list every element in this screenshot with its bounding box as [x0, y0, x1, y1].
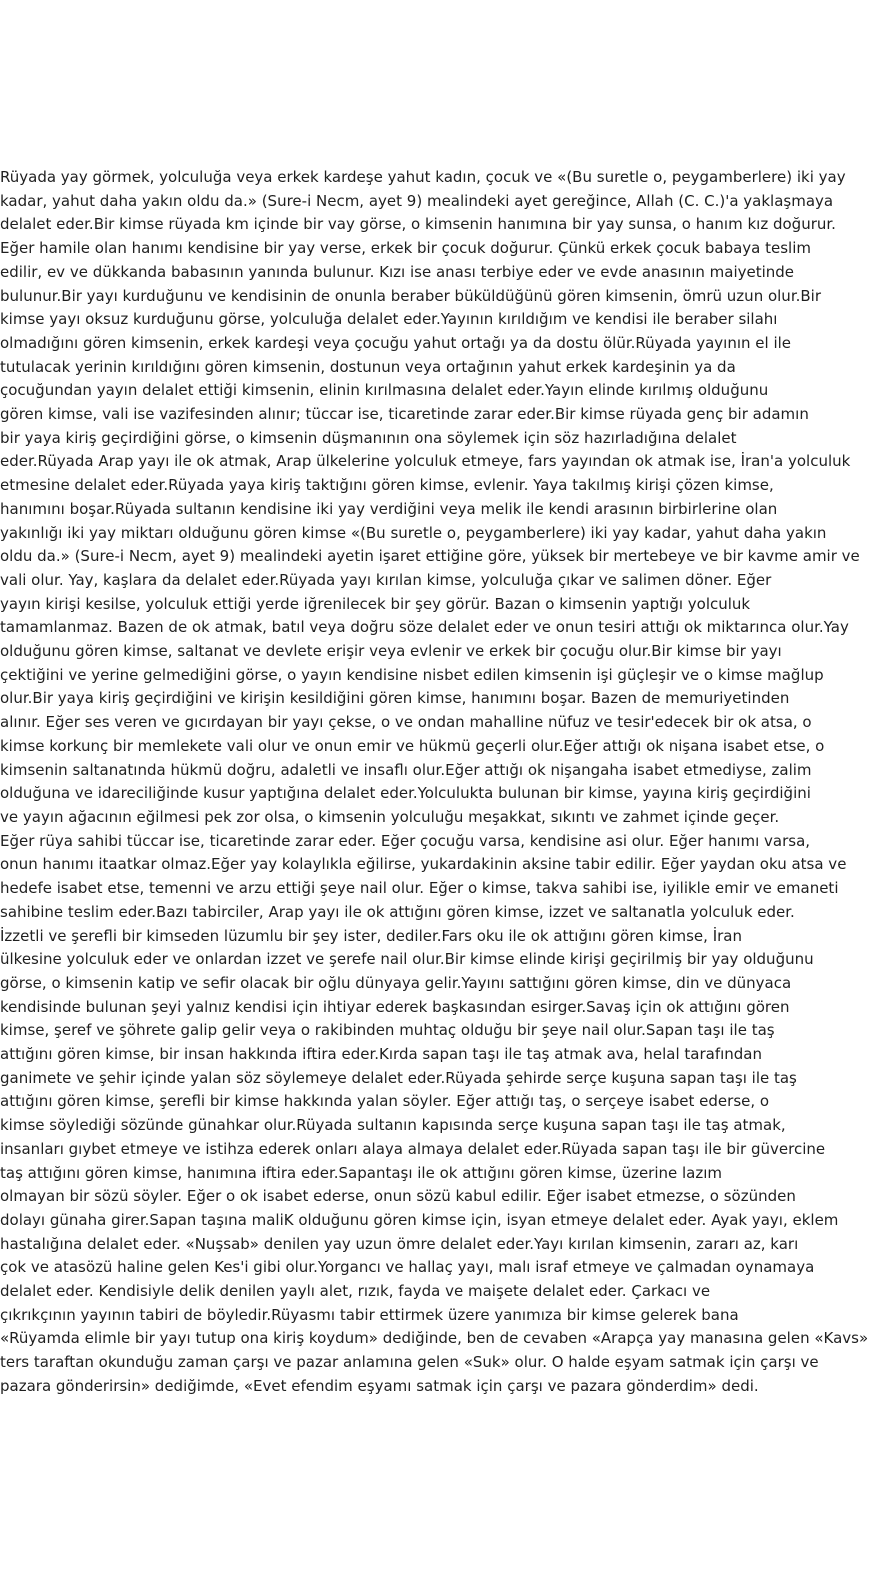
article-line: olmadığını gören kimsenin, erkek kardeşi veya çocuğu yahut ortağı ya da dostu ölür.Rüyada yayının el ile [0, 333, 792, 352]
article-line: görse, o kimsenin katip ve sefir olacak bir oğlu dünyaya gelir.Yayını sattığını gören kimse, din ve dünyaca [0, 973, 792, 992]
article-line: bulunur.Bir yayı kurduğunu ve kendisinin de onunla beraber büküldüğünü gören kimsenin, ömrü uzun olur.Bir [0, 286, 822, 305]
article-line: olur.Bir yaya kiriş geçirdiğini ve kirişin kesildiğini gören kimse, hanımını boşar. Bazen de memuriyetinden [0, 689, 790, 708]
article-body [0, 166, 880, 1399]
article-line: yakınlığı iki yay miktarı olduğunu gören kimse «(Bu suretle o, peygamberlere) iki yay kadar, yahut daha yakın [0, 523, 827, 542]
article-line: oldu da.» (Sure-i Necm, ayet 9) mealindeki ayetin işaret ettiğine göre, yüksek bir mertebeye ve bir kavme amir ve [0, 547, 860, 566]
article-line: ters taraftan okunduğu zaman çarşı ve pazar anlamına gelen «Suk» olur. O halde eşyam satmak için çarşı ve [0, 1353, 819, 1372]
article-line: olduğuna ve idareciliğinde kusur yaptığına delalet eder.Yolculukta bulunan bir kimse, yayına kiriş geçirdiğini [0, 784, 811, 803]
article-line: delalet eder.Bir kimse rüyada km içinde bir vay görse, o kimsenin hanımına bir yay sunsa, o hanım kız doğurur. [0, 215, 836, 234]
article-line: onun hanımı itaatkar olmaz.Eğer yay kolaylıkla eğilirse, yukardakinin aksine tabir edilir. Eğer yaydan oku atsa ve [0, 855, 847, 874]
article-line: tutulacak yerinin kırıldığını gören kimsenin, dostunun veya ortağının yahut erkek kardeşinin ya da [0, 357, 736, 376]
article-line: delalet eder. Kendisiyle delik denilen yaylı alet, rızık, fayda ve maişete delalet eder. Çarkacı ve [0, 1282, 711, 1301]
article-line: attığını gören kimse, bir insan hakkında iftira eder.Kırda sapan taşı ile taş atmak ava, helal tarafından [0, 1045, 763, 1064]
article-line: olmayan bir sözü söyler. Eğer o ok isabet ederse, onun sözü kabul edilir. Eğer isabet etmezse, o sözünden [0, 1187, 796, 1206]
article-line: Eğer hamile olan hanımı kendisine bir yay verse, erkek bir çocuk doğurur. Çünkü erkek çocuk babaya teslim [0, 239, 811, 258]
article-line: gören kimse, vali ise vazifesinden alınır; tüccar ise, ticaretinde zarar eder.Bir kimse rüyada genç bir adamın [0, 405, 809, 424]
article-line: ülkesine yolculuk eder ve onlardan izzet ve şerefe nail olur.Bir kimse elinde kirişi geçirilmiş bir yay olduğunu [0, 950, 814, 969]
article-line: kadar, yahut daha yakın oldu da.» (Sure-i Necm, ayet 9) mealindeki ayet gereğince, Allah (C. C.)'a yaklaşmaya [0, 191, 834, 210]
article-line: çektiğini ve yerine gelmediğini görse, o yayın kendisine nisbet edilen kimsenin işi güçleşir ve o kimse mağlup [0, 665, 824, 684]
article-line: sahibine teslim eder.Bazı tabirciler, Arap yayı ile ok attığını gören kimse, izzet ve saltanatla yolculuk eder. [0, 902, 795, 921]
article-line: İzzetli ve şerefli bir kimseden lüzumlu bir şey ister, dediler.Fars oku ile ok attığını gören kimse, İran [0, 926, 742, 945]
article-line: olduğunu gören kimse, saltanat ve devlete erişir veya evlenir ve erkek bir çocuğu olur.Bir kimse bir yayı [0, 642, 782, 661]
article-line: Eğer rüya sahibi tüccar ise, ticaretinde zarar eder. Eğer çocuğu varsa, kendisine asi olur. Eğer hanımı varsa, [0, 831, 811, 850]
article-line: kimse korkunç bir memlekete vali olur ve onun emir ve hükmü geçerli olur.Eğer attığı ok nişana isabet etse, o [0, 736, 825, 755]
article-line: taş attığını gören kimse, hanımına iftira eder.Sapantaşı ile ok attığını gören kimse, üzerine lazım [0, 1163, 723, 1182]
article-line: hastalığına delalet eder. «Nuşsab» denilen yay uzun ömre delalet eder.Yayı kırılan kimsenin, zararı az, karı [0, 1234, 799, 1253]
article-line: «Rüyamda elimle bir yayı tutup ona kiriş koydum» dediğinde, ben de cevaben «Arapça yay manasına gelen «Kavs» [0, 1329, 869, 1348]
article-line: attığını gören kimse, şerefli bir kimse hakkında yalan söyler. Eğer attığı taş, o serçeye isabet ederse, o [0, 1092, 770, 1111]
article-line: edilir, ev ve dükkanda babasının yanında bulunur. Kızı ise anası terbiye eder ve evde anasının maiyetinde [0, 262, 795, 281]
article-line: kimse yayı oksuz kurduğunu görse, yolculuğa delalet eder.Yayının kırıldığım ve kendisi ile beraber silahı [0, 310, 778, 329]
article-line: hanımını boşar.Rüyada sultanın kendisine iki yay verdiğini veya melik ile kendi arasının birbirlerine olan [0, 499, 778, 518]
article-line: kendisinde bulunan şeyi yalnız kendisi için ihtiyar ederek başkasından esirger.Savaş için ok attığını gören [0, 997, 790, 1016]
article-line: ve yayın ağacının eğilmesi pek zor olsa, o kimsenin yolculuğu meşakkat, sıkıntı ve zahmet içinde geçer. [0, 807, 780, 826]
article-line: pazara gönderirsin» dediğimde, «Evet efendim eşyamı satmak için çarşı ve pazara gönderdim» dedi. [0, 1376, 759, 1395]
article-line: Rüyada yay görmek, yolculuğa veya erkek kardeşe yahut kadın, çocuk ve «(Bu suretle o, peygamberlere) iki yay [0, 168, 846, 186]
article-line: alınır. Eğer ses veren ve gıcırdayan bir yayı çekse, o ve ondan mahalline nüfuz ve tesir'edecek bir ok atsa, o [0, 713, 812, 732]
article-line: yayın kirişi kesilse, yolculuk ettiği yerde iğrenilecek bir şey görür. Bazan o kimsenin yaptığı yolculuk [0, 594, 751, 613]
article-line: dolayı günaha girer.Sapan taşına maliK olduğunu gören kimse için, isyan etmeye delalet eder. Ayak yayı, eklem [0, 1210, 839, 1229]
article-line: bir yaya kiriş geçirdiğini görse, o kimsenin düşmanının ona söylemek için söz hazırladığına delalet [0, 428, 737, 447]
article-line: etmesine delalet eder.Rüyada yaya kiriş taktığını gören kimse, evlenir. Yaya takılmış kirişi çözen kimse, [0, 476, 774, 495]
article-line: eder.Rüyada Arap yayı ile ok atmak, Arap ülkelerine yolculuk etmeye, fars yayından ok atmak ise, İran'a yolculuk [0, 452, 851, 471]
article-line: hedefe isabet etse, temenni ve arzu ettiği şeye nail olur. Eğer o kimse, takva sahibi ise, iyilikle emir ve emaneti [0, 879, 839, 898]
article-line: ganimete ve şehir içinde yalan söz söylemeye delalet eder.Rüyada şehirde serçe kuşuna sapan taşı ile taş [0, 1068, 797, 1087]
article-line: kimse söylediği sözünde günahkar olur.Rüyada sultanın kapısında serçe kuşuna sapan taşı ile taş atmak, [0, 1116, 786, 1135]
article-line: vali olur. Yay, kaşlara da delalet eder.Rüyada yayı kırılan kimse, yolculuğa çıkar ve salimen döner. Eğer [0, 570, 772, 589]
article-line: çıkrıkçının yayının tabiri de böyledir.Rüyasmı tabir ettirmek üzere yanımıza bir kimse gelerek bana [0, 1305, 739, 1324]
article-line: kimse, şeref ve şöhrete galip gelir veya o rakibinden muhtaç olduğu bir şeye nail olur.Sapan taşı ile taş [0, 1021, 775, 1040]
article-line: çok ve atasözü haline gelen Kes'i gibi olur.Yorgancı ve hallaç yayı, malı israf etmeye ve çalmadan oynamaya [0, 1258, 815, 1277]
article-line: insanları gıybet etmeye ve istihza ederek onları alaya almaya delalet eder.Rüyada sapan taşı ile bir güvercine [0, 1139, 826, 1158]
article-line: kimsenin saltanatında hükmü doğru, adaletli ve insaflı olur.Eğer attığı ok nişangaha isabet etmediyse, zalim [0, 760, 812, 779]
article-line: tamamlanmaz. Bazen de ok atmak, batıl veya doğru söze delalet eder ve onun tesiri attığı ok miktarınca olur.Yay [0, 618, 849, 637]
article-line: çocuğundan yayın delalet ettiği kimsenin, elinin kırılmasına delalet eder.Yayın elinde kırılmış olduğunu [0, 381, 769, 400]
